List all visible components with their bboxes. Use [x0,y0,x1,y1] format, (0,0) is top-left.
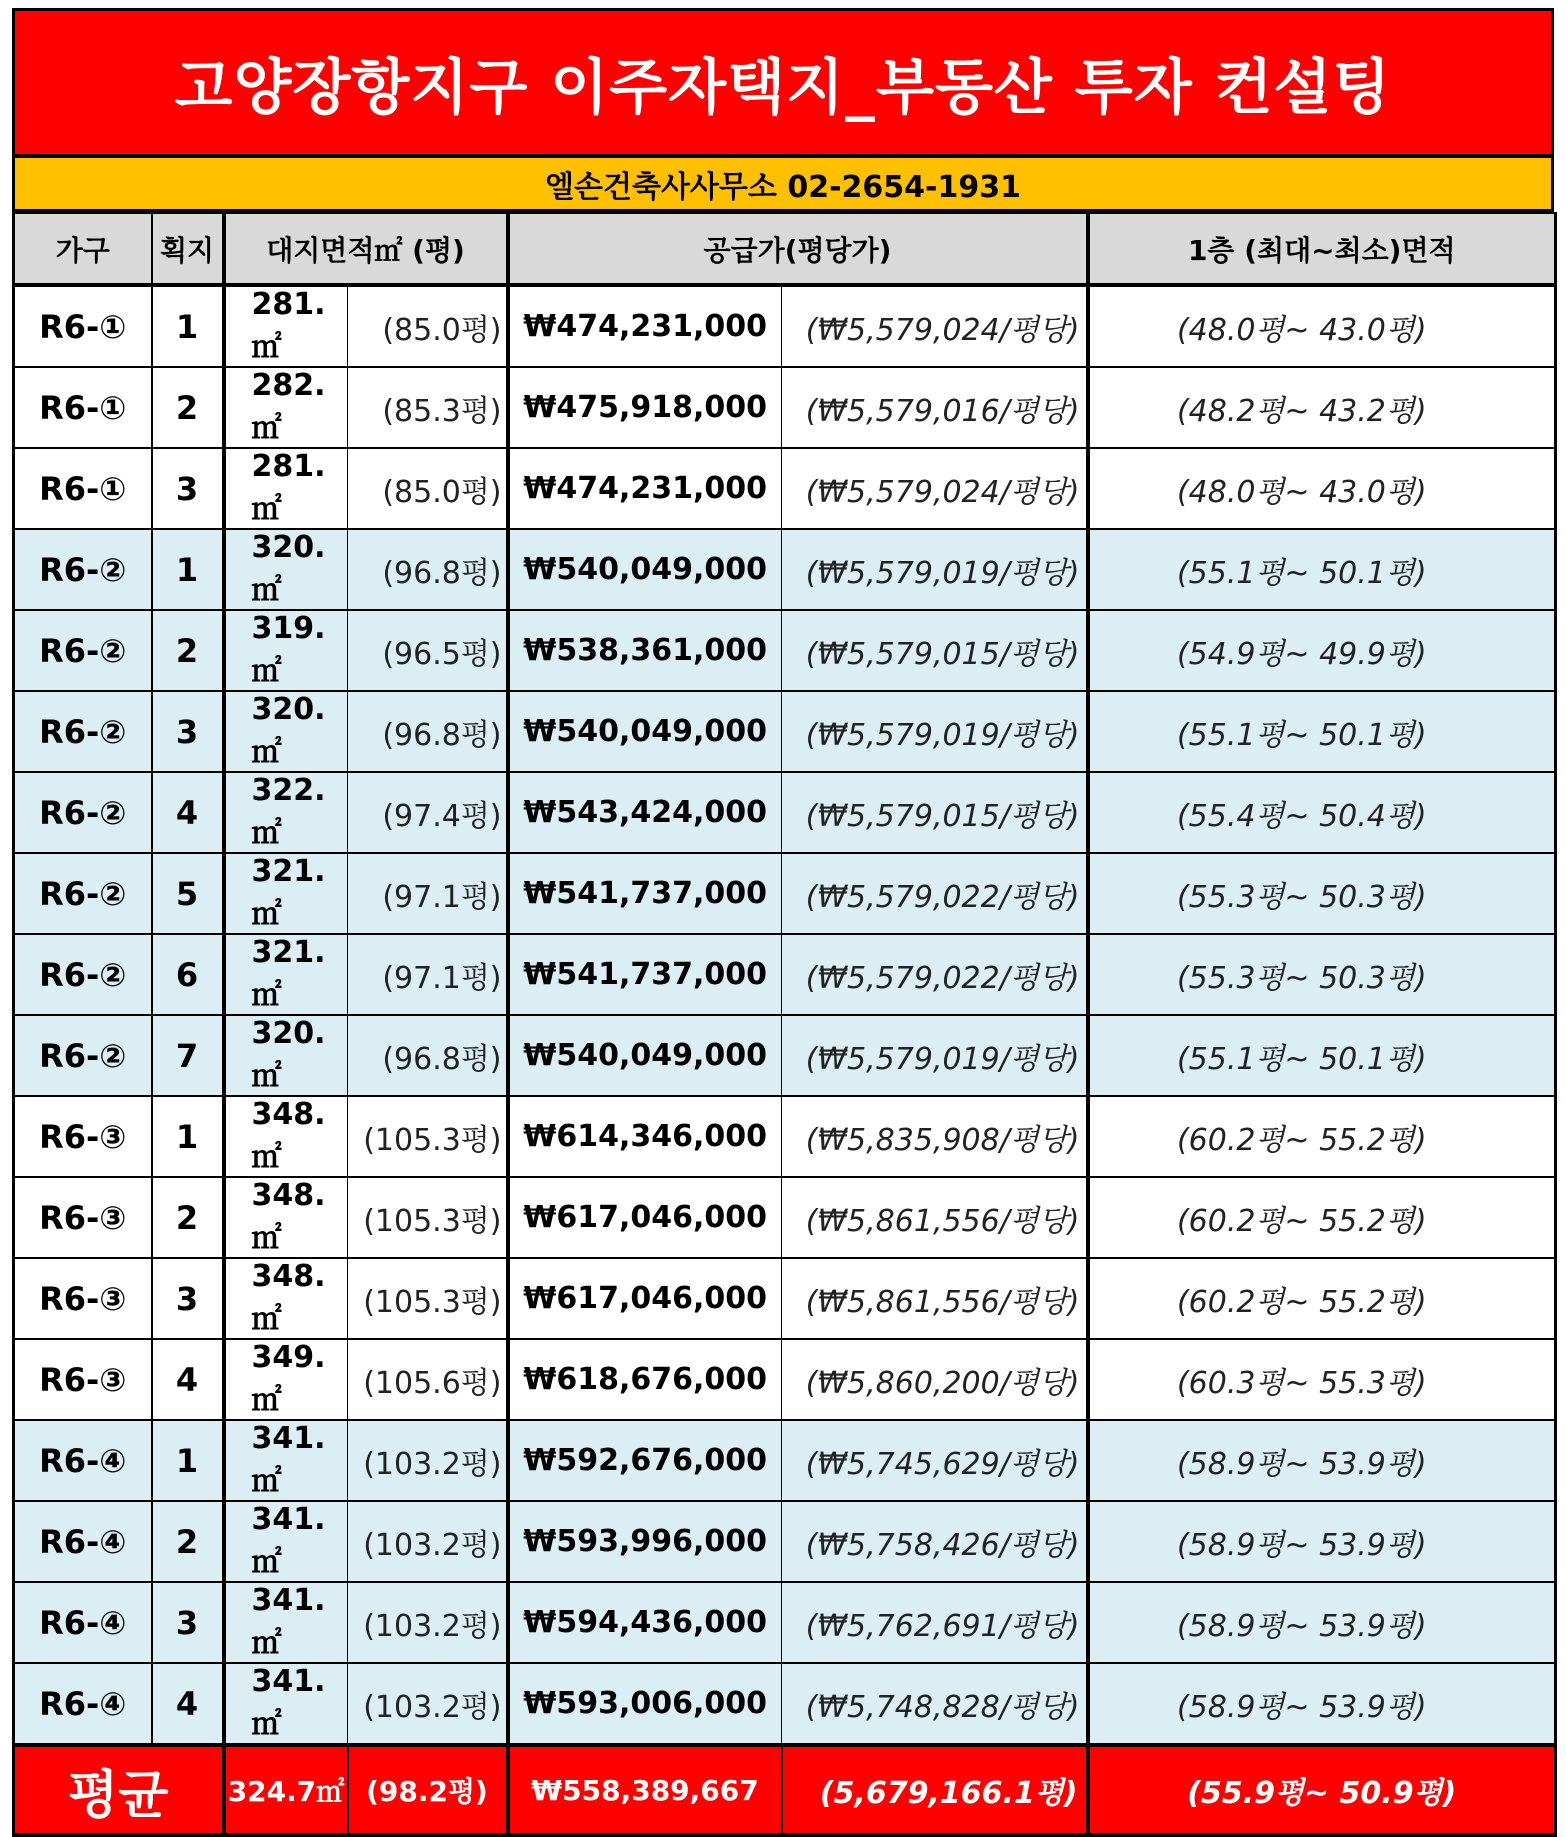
cell-floor-area: (48.0평~ 43.0평) [1088,285,1556,367]
cell-floor-area: (58.9평~ 53.9평) [1088,1420,1556,1501]
cell-area: 322.㎡ [224,772,348,853]
cell-price: ₩541,737,000 [508,934,782,1015]
cell-gagu: R6-② [14,1015,152,1096]
cell-floor-area: (55.1평~ 50.1평) [1088,1015,1556,1096]
table-row [14,691,1556,772]
lot-price-table [12,212,1557,1837]
header-floor: 1층 (최대~최소)면적 [1088,213,1556,285]
cell-floor-area: (55.3평~ 50.3평) [1088,934,1556,1015]
cell-area: 319.㎡ [224,610,348,691]
cell-price: ₩618,676,000 [508,1339,782,1420]
average-floor-area: (55.9평~ 50.9평) [1088,1745,1556,1835]
cell-unit-price: (₩5,579,019/평당) [782,1015,1088,1096]
header-area: 대지면적㎡ (평) [224,213,508,285]
cell-floor-area: (60.2평~ 55.2평) [1088,1096,1556,1177]
cell-area: 320.㎡ [224,691,348,772]
cell-hoek: 2 [152,1177,224,1258]
cell-pyeong: (103.2평) [348,1663,508,1745]
table-row [14,1582,1556,1663]
cell-unit-price: (₩5,762,691/평당) [782,1582,1088,1663]
table-row [14,1015,1556,1096]
cell-hoek: 3 [152,1258,224,1339]
cell-hoek: 2 [152,610,224,691]
cell-pyeong: (103.2평) [348,1420,508,1501]
cell-hoek: 3 [152,448,224,529]
cell-price: ₩474,231,000 [508,448,782,529]
cell-unit-price: (₩5,579,015/평당) [782,772,1088,853]
cell-pyeong: (96.8평) [348,529,508,610]
cell-pyeong: (96.5평) [348,610,508,691]
average-area: 324.7㎡ [224,1745,348,1835]
cell-floor-area: (60.2평~ 55.2평) [1088,1177,1556,1258]
table-row [14,1501,1556,1582]
cell-pyeong: (105.3평) [348,1096,508,1177]
average-pyeong: (98.2평) [348,1745,508,1835]
average-row [14,1745,1556,1835]
cell-unit-price: (₩5,835,908/평당) [782,1096,1088,1177]
cell-pyeong: (97.4평) [348,772,508,853]
cell-hoek: 6 [152,934,224,1015]
cell-hoek: 2 [152,367,224,448]
cell-area: 348.㎡ [224,1096,348,1177]
cell-price: ₩617,046,000 [508,1177,782,1258]
cell-hoek: 4 [152,1663,224,1745]
header-hoek: 획지 [152,213,224,285]
cell-unit-price: (₩5,579,024/평당) [782,285,1088,367]
cell-hoek: 7 [152,1015,224,1096]
cell-price: ₩593,996,000 [508,1501,782,1582]
cell-gagu: R6-④ [14,1501,152,1582]
cell-price: ₩543,424,000 [508,772,782,853]
cell-pyeong: (103.2평) [348,1501,508,1582]
table-row [14,1177,1556,1258]
cell-area: 349.㎡ [224,1339,348,1420]
cell-price: ₩538,361,000 [508,610,782,691]
cell-unit-price: (₩5,579,015/평당) [782,610,1088,691]
table-row [14,529,1556,610]
cell-area: 348.㎡ [224,1177,348,1258]
cell-area: 341.㎡ [224,1582,348,1663]
cell-price: ₩593,006,000 [508,1663,782,1745]
cell-price: ₩617,046,000 [508,1258,782,1339]
table-row [14,853,1556,934]
table-header-row [14,213,1556,285]
cell-hoek: 3 [152,1582,224,1663]
cell-pyeong: (85.3평) [348,367,508,448]
cell-unit-price: (₩5,579,019/평당) [782,529,1088,610]
cell-floor-area: (58.9평~ 53.9평) [1088,1663,1556,1745]
cell-gagu: R6-③ [14,1177,152,1258]
table-row [14,934,1556,1015]
cell-pyeong: (105.3평) [348,1177,508,1258]
title-banner [12,8,1554,158]
cell-pyeong: (103.2평) [348,1582,508,1663]
cell-price: ₩540,049,000 [508,529,782,610]
table-row [14,1339,1556,1420]
cell-hoek: 2 [152,1501,224,1582]
company-contact: 엘손건축사사무소 02-2654-1931 [545,169,1021,205]
cell-gagu: R6-② [14,772,152,853]
cell-unit-price: (₩5,861,556/평당) [782,1177,1088,1258]
table-row [14,1420,1556,1501]
cell-unit-price: (₩5,579,016/평당) [782,367,1088,448]
cell-floor-area: (58.9평~ 53.9평) [1088,1501,1556,1582]
table-row [14,448,1556,529]
cell-price: ₩592,676,000 [508,1420,782,1501]
table-row [14,772,1556,853]
cell-price: ₩474,231,000 [508,285,782,367]
cell-area: 341.㎡ [224,1663,348,1745]
cell-unit-price: (₩5,579,022/평당) [782,853,1088,934]
cell-gagu: R6-③ [14,1258,152,1339]
average-unit-price: (5,679,166.1평) [782,1745,1088,1835]
cell-area: 341.㎡ [224,1420,348,1501]
table-row [14,610,1556,691]
cell-pyeong: (105.3평) [348,1258,508,1339]
cell-floor-area: (58.9평~ 53.9평) [1088,1582,1556,1663]
cell-pyeong: (97.1평) [348,934,508,1015]
cell-gagu: R6-④ [14,1582,152,1663]
cell-pyeong: (96.8평) [348,1015,508,1096]
cell-unit-price: (₩5,758,426/평당) [782,1501,1088,1582]
average-price: ₩558,389,667 [508,1745,782,1835]
cell-hoek: 5 [152,853,224,934]
cell-pyeong: (105.6평) [348,1339,508,1420]
cell-gagu: R6-① [14,448,152,529]
cell-gagu: R6-② [14,529,152,610]
cell-gagu: R6-② [14,853,152,934]
cell-floor-area: (54.9평~ 49.9평) [1088,610,1556,691]
cell-unit-price: (₩5,579,024/평당) [782,448,1088,529]
cell-price: ₩475,918,000 [508,367,782,448]
cell-area: 320.㎡ [224,529,348,610]
table-row [14,1663,1556,1745]
subtitle-banner [12,158,1554,212]
cell-hoek: 1 [152,529,224,610]
cell-floor-area: (48.0평~ 43.0평) [1088,448,1556,529]
price-sheet [12,8,1554,1837]
table-row [14,285,1556,367]
cell-area: 341.㎡ [224,1501,348,1582]
cell-gagu: R6-③ [14,1096,152,1177]
cell-gagu: R6-③ [14,1339,152,1420]
cell-gagu: R6-② [14,934,152,1015]
header-price: 공급가(평당가) [508,213,1088,285]
cell-gagu: R6-② [14,610,152,691]
cell-hoek: 3 [152,691,224,772]
cell-pyeong: (96.8평) [348,691,508,772]
cell-price: ₩594,436,000 [508,1582,782,1663]
cell-area: 282.㎡ [224,367,348,448]
cell-floor-area: (55.3평~ 50.3평) [1088,853,1556,934]
cell-floor-area: (60.3평~ 55.3평) [1088,1339,1556,1420]
cell-pyeong: (85.0평) [348,448,508,529]
cell-unit-price: (₩5,748,828/평당) [782,1663,1088,1745]
cell-unit-price: (₩5,579,022/평당) [782,934,1088,1015]
cell-price: ₩540,049,000 [508,1015,782,1096]
cell-area: 320.㎡ [224,1015,348,1096]
cell-gagu: R6-① [14,285,152,367]
cell-unit-price: (₩5,861,556/평당) [782,1258,1088,1339]
cell-hoek: 1 [152,1096,224,1177]
cell-unit-price: (₩5,860,200/평당) [782,1339,1088,1420]
table-row [14,367,1556,448]
cell-area: 321.㎡ [224,853,348,934]
cell-area: 281.㎡ [224,285,348,367]
cell-gagu: R6-① [14,367,152,448]
cell-hoek: 1 [152,1420,224,1501]
cell-pyeong: (97.1평) [348,853,508,934]
cell-floor-area: (48.2평~ 43.2평) [1088,367,1556,448]
header-gagu: 가구 [14,213,152,285]
table-row [14,1258,1556,1339]
cell-area: 281.㎡ [224,448,348,529]
cell-price: ₩540,049,000 [508,691,782,772]
cell-price: ₩541,737,000 [508,853,782,934]
cell-floor-area: (55.1평~ 50.1평) [1088,529,1556,610]
cell-unit-price: (₩5,745,629/평당) [782,1420,1088,1501]
cell-floor-area: (55.1평~ 50.1평) [1088,691,1556,772]
cell-hoek: 4 [152,1339,224,1420]
cell-area: 348.㎡ [224,1258,348,1339]
cell-floor-area: (55.4평~ 50.4평) [1088,772,1556,853]
table-body [14,285,1556,1745]
table-row [14,1096,1556,1177]
cell-area: 321.㎡ [224,934,348,1015]
cell-gagu: R6-④ [14,1420,152,1501]
cell-price: ₩614,346,000 [508,1096,782,1177]
cell-hoek: 4 [152,772,224,853]
cell-gagu: R6-④ [14,1663,152,1745]
page-title: 고양장항지구 이주자택지_부동산 투자 컨설팅 [174,52,1392,123]
average-label: 평균 [14,1745,224,1835]
cell-unit-price: (₩5,579,019/평당) [782,691,1088,772]
cell-floor-area: (60.2평~ 55.2평) [1088,1258,1556,1339]
cell-pyeong: (85.0평) [348,285,508,367]
cell-hoek: 1 [152,285,224,367]
cell-gagu: R6-② [14,691,152,772]
